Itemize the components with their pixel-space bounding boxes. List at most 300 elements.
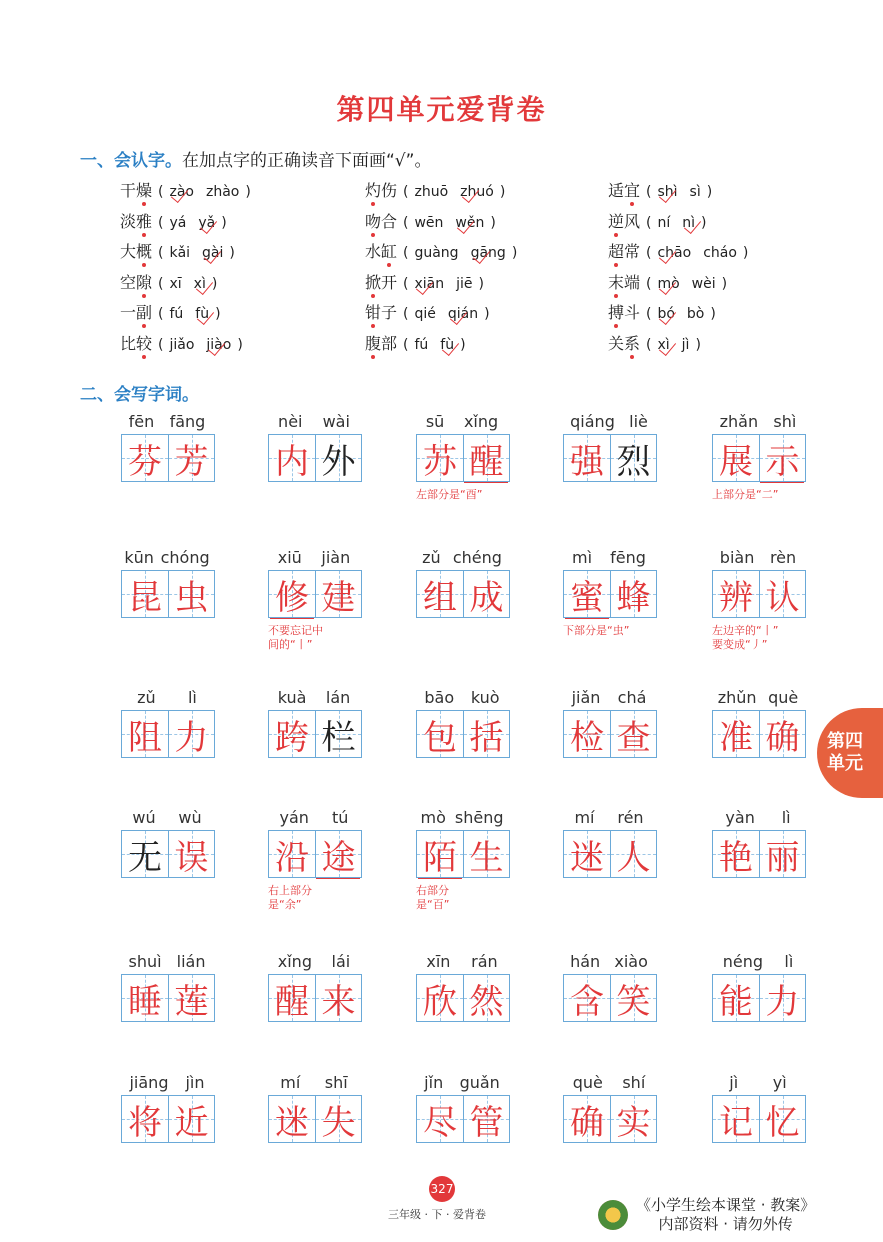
- hanzi: 实: [616, 1102, 651, 1143]
- writing-hint: 左部分是“酉”: [416, 488, 483, 501]
- grid-square: [122, 711, 168, 757]
- open-paren: (: [646, 306, 652, 322]
- section1-title: 一、会认字。: [80, 151, 182, 171]
- word-char: 常: [624, 242, 641, 261]
- pinyin-option-checked[interactable]: nì: [682, 214, 695, 231]
- grid-square: [269, 831, 315, 877]
- pinyin-option-checked[interactable]: fù: [195, 306, 210, 322]
- close-paren: ): [721, 275, 728, 292]
- pinyin-options: [403, 276, 484, 292]
- hanzi: 途: [321, 837, 356, 878]
- open-paren: (: [403, 336, 409, 353]
- grid-square: [463, 1096, 509, 1142]
- dotted-char: 掀: [365, 272, 382, 292]
- pinyin: hán: [570, 952, 601, 971]
- pronunciation-item: [120, 178, 251, 201]
- close-paren: ): [484, 306, 490, 322]
- grid-square: [168, 1096, 214, 1142]
- pinyin-option-checked[interactable]: xì: [193, 275, 206, 292]
- close-paren: ): [490, 214, 496, 231]
- pronunciation-item: [608, 270, 727, 293]
- hanzi: 强: [570, 441, 604, 482]
- pinyin-option-checked[interactable]: gāng: [470, 245, 506, 261]
- tian-zi-grid: [416, 710, 510, 758]
- hanzi: 来: [321, 981, 356, 1022]
- grid-square: [610, 1096, 656, 1142]
- pinyin-options: [158, 245, 235, 261]
- writing-hint: 左边辛的“丨” 要变成“丿”: [712, 624, 779, 651]
- tian-zi-grid: [121, 434, 215, 482]
- pinyin-option-checked[interactable]: xiān: [414, 275, 445, 292]
- hanzi: 迷: [275, 1102, 309, 1143]
- pinyin: liè: [629, 412, 648, 431]
- grid-square: [417, 571, 463, 617]
- tian-zi-grid: [416, 434, 510, 482]
- hanzi: 内: [275, 441, 309, 482]
- open-paren: (: [158, 275, 164, 292]
- tian-zi-grid: [268, 974, 362, 1022]
- pronunciation-item: [365, 270, 484, 293]
- dotted-char: 腹: [365, 333, 382, 353]
- hanzi: 认: [765, 577, 800, 618]
- page-title: 第四单元爱背卷: [336, 93, 547, 126]
- dotted-char: 隙: [136, 272, 153, 292]
- pinyin: jiàn: [321, 548, 351, 567]
- pinyin-row: [563, 412, 655, 431]
- pinyin: shī: [324, 1073, 348, 1092]
- hanzi: 成: [469, 577, 504, 618]
- hanzi: 误: [174, 837, 209, 878]
- close-paren: ): [706, 184, 713, 200]
- grid-square: [269, 435, 315, 481]
- hanzi: 准: [719, 717, 753, 758]
- dotted-char: 较: [136, 333, 153, 353]
- pinyin: kuò: [470, 688, 500, 707]
- open-paren: (: [158, 214, 164, 231]
- pinyin-option-checked[interactable]: zào: [169, 184, 194, 200]
- writing-hint: 右上部分 是“余”: [268, 884, 312, 911]
- close-paren: ): [460, 336, 466, 353]
- hanzi: 无: [128, 837, 162, 878]
- pinyin-option[interactable]: cháo: [703, 245, 737, 261]
- pinyin-options: [403, 306, 490, 322]
- grid-square: [417, 831, 463, 877]
- pinyin-option[interactable]: jì: [681, 336, 690, 353]
- pinyin: lì: [187, 688, 197, 707]
- hanzi: 虫: [174, 577, 209, 618]
- hanzi: 修: [275, 577, 309, 618]
- word: [608, 178, 646, 201]
- pinyin-option-checked[interactable]: wěn: [455, 214, 485, 231]
- tian-zi-grid: [121, 710, 215, 758]
- hanzi: 莲: [174, 981, 209, 1022]
- pronunciation-item: [365, 239, 517, 262]
- pronunciation-item: [365, 331, 466, 354]
- pronunciation-item: [120, 239, 235, 262]
- pinyin-option-checked[interactable]: fù: [440, 336, 455, 353]
- word: [120, 300, 158, 323]
- hanzi: 丽: [765, 837, 800, 878]
- word: [365, 178, 403, 201]
- close-paren: ): [237, 336, 243, 353]
- pinyin-row: [416, 548, 508, 567]
- pinyin: jì: [729, 1073, 739, 1092]
- pinyin: lán: [325, 688, 351, 707]
- tian-zi-grid: [563, 830, 657, 878]
- pinyin-row: [121, 412, 213, 431]
- pinyin-option-checked[interactable]: bó: [657, 306, 675, 322]
- hanzi: 欣: [423, 981, 457, 1022]
- section2-title: 二、会写字词。: [80, 385, 199, 405]
- grid-square: [417, 435, 463, 481]
- tian-zi-grid: [268, 434, 362, 482]
- pronunciation-item: [120, 209, 227, 232]
- pinyin-option[interactable]: fú: [169, 306, 184, 322]
- pinyin-option-checked[interactable]: qián: [447, 306, 479, 322]
- hanzi: 检: [570, 717, 604, 758]
- word-char: 关: [608, 333, 625, 353]
- tian-zi-grid: [416, 1095, 510, 1143]
- hanzi: 芬: [128, 441, 162, 482]
- pinyin: nèi: [278, 412, 303, 431]
- hanzi: 睡: [128, 981, 162, 1022]
- hanzi: 沿: [275, 837, 309, 878]
- dotted-char: 缸: [381, 242, 398, 261]
- pinyin: zhǔn: [717, 688, 757, 707]
- pinyin-option-checked[interactable]: xì: [657, 336, 670, 353]
- tian-zi-grid: [563, 974, 657, 1022]
- word: [120, 331, 158, 354]
- pinyin-options: [158, 337, 243, 353]
- pinyin-options: [646, 215, 706, 231]
- pinyin: chéng: [452, 548, 502, 567]
- grid-square: [463, 711, 509, 757]
- grid-square: [122, 571, 168, 617]
- grid-square: [759, 1096, 805, 1142]
- tian-zi-grid: [563, 570, 657, 618]
- tian-zi-grid: [563, 710, 657, 758]
- dotted-char: 超: [608, 242, 625, 261]
- pinyin: chá: [617, 688, 647, 707]
- word: [608, 270, 646, 293]
- pinyin-option[interactable]: jiǎo: [169, 336, 195, 353]
- pinyin-option[interactable]: qié: [414, 306, 436, 322]
- writing-hint: 不要忘记中 间的“丨”: [268, 624, 323, 651]
- hanzi: 查: [616, 717, 651, 758]
- grid-square: [122, 435, 168, 481]
- pinyin: néng: [722, 952, 763, 971]
- hanzi: 昆: [128, 577, 162, 618]
- pinyin-options: [158, 184, 251, 200]
- hanzi: 失: [321, 1102, 356, 1143]
- dotted-char: 末: [608, 272, 625, 292]
- word-char: 空: [120, 272, 137, 292]
- pinyin-row: [712, 1073, 804, 1092]
- tian-zi-grid: [416, 974, 510, 1022]
- open-paren: (: [158, 245, 164, 261]
- pinyin: qiáng: [570, 412, 615, 431]
- grid-square: [463, 571, 509, 617]
- grid-square: [759, 711, 805, 757]
- pronunciation-item: [365, 300, 490, 323]
- close-paren: ): [245, 184, 251, 200]
- pinyin: shí: [622, 1073, 646, 1092]
- tian-zi-grid: [121, 974, 215, 1022]
- dotted-char: 宜: [624, 181, 641, 200]
- pinyin: yán: [279, 808, 309, 827]
- pinyin-row: [268, 688, 360, 707]
- pinyin-option-checked[interactable]: chāo: [657, 245, 692, 261]
- pronunciation-item: [120, 270, 217, 293]
- pinyin-option[interactable]: yá: [169, 214, 187, 231]
- open-paren: (: [646, 214, 652, 231]
- pinyin-row: [712, 688, 804, 707]
- pinyin-row: [563, 548, 655, 567]
- writing-hint: 下部分是“虫”: [563, 624, 630, 637]
- pronunciation-item: [608, 331, 701, 354]
- grid-square: [610, 711, 656, 757]
- pinyin-row: [121, 1073, 213, 1092]
- pinyin-row: [268, 548, 360, 567]
- hanzi: 蜜: [570, 577, 604, 618]
- close-paren: ): [710, 306, 716, 322]
- pinyin-option[interactable]: wēn: [414, 214, 444, 231]
- pinyin-options: [646, 245, 748, 261]
- hanzi: 笑: [616, 981, 651, 1022]
- pinyin-option[interactable]: fú: [414, 336, 429, 353]
- pinyin: jǐn: [424, 1073, 444, 1092]
- pinyin: zǔ: [137, 688, 156, 707]
- hanzi: 栏: [321, 717, 356, 758]
- pinyin-row: [268, 412, 360, 431]
- grid-square: [315, 571, 361, 617]
- hanzi: 蜂: [616, 577, 651, 618]
- open-paren: (: [403, 275, 409, 292]
- hanzi: 力: [765, 981, 800, 1022]
- hanzi: 近: [174, 1102, 209, 1143]
- pinyin-option[interactable]: kǎi: [169, 245, 191, 261]
- word: [120, 270, 158, 293]
- pinyin: fēng: [610, 548, 646, 567]
- hanzi: 管: [469, 1102, 504, 1143]
- publisher-logo-icon: [598, 1200, 628, 1230]
- pinyin: què: [572, 1073, 603, 1092]
- word-char: 端: [624, 272, 641, 292]
- tian-zi-grid: [712, 434, 806, 482]
- pinyin: guǎn: [459, 1073, 500, 1092]
- pinyin-option[interactable]: jiē: [456, 275, 473, 292]
- pinyin: yàn: [725, 808, 755, 827]
- hanzi: 然: [469, 981, 504, 1022]
- close-paren: ): [215, 306, 221, 322]
- close-paren: ): [695, 336, 701, 353]
- pinyin-options: [403, 215, 496, 231]
- pinyin-option-checked[interactable]: gài: [202, 245, 224, 261]
- pinyin-option-checked[interactable]: jiào: [206, 336, 232, 353]
- grid-square: [122, 1096, 168, 1142]
- tian-zi-grid: [121, 570, 215, 618]
- pinyin: wù: [178, 808, 202, 827]
- hanzi: 外: [321, 441, 356, 482]
- pinyin-option[interactable]: wèi: [691, 275, 716, 292]
- pinyin-row: [416, 688, 508, 707]
- dotted-char: 燥: [136, 181, 153, 200]
- word-char: 适: [608, 181, 625, 200]
- pinyin-options: [646, 337, 701, 353]
- publisher-warning: 内部资料 · 请勿外传: [658, 1215, 793, 1233]
- pinyin-row: [712, 808, 804, 827]
- grid-square: [269, 1096, 315, 1142]
- grid-square: [564, 831, 610, 877]
- grid-square: [759, 831, 805, 877]
- pinyin-row: [563, 952, 655, 971]
- close-paren: ): [211, 275, 218, 292]
- pinyin: fēn: [128, 412, 155, 431]
- section1-instruction: 在加点字的正确读音下面画“√”。: [182, 151, 432, 171]
- pinyin-row: [416, 952, 508, 971]
- tian-zi-grid: [121, 1095, 215, 1143]
- dotted-char: 系: [624, 333, 641, 353]
- pinyin: lì: [784, 952, 794, 971]
- open-paren: (: [646, 184, 652, 200]
- hanzi: 芳: [174, 441, 209, 482]
- open-paren: (: [158, 336, 164, 353]
- word-char: 伤: [381, 181, 398, 200]
- pronunciation-item: [365, 178, 505, 201]
- pinyin: lì: [781, 808, 791, 827]
- hanzi: 迷: [570, 837, 604, 878]
- hanzi: 生: [469, 837, 504, 878]
- hanzi: 苏: [423, 441, 457, 482]
- pinyin-row: [416, 808, 508, 827]
- pinyin-row: [416, 1073, 508, 1092]
- pinyin-option-checked[interactable]: mò: [657, 275, 680, 292]
- dotted-char: 吻: [365, 211, 382, 231]
- grid-square: [713, 571, 759, 617]
- tian-zi-grid: [121, 830, 215, 878]
- hanzi: 醒: [469, 441, 504, 482]
- pinyin-option[interactable]: ní: [657, 214, 671, 231]
- hanzi: 确: [570, 1102, 604, 1143]
- pinyin-option[interactable]: bò: [686, 306, 705, 322]
- grid-square: [168, 571, 214, 617]
- pinyin-option[interactable]: guàng: [414, 245, 459, 261]
- pinyin-option-checked[interactable]: shì: [657, 184, 678, 200]
- tian-zi-grid: [712, 1095, 806, 1143]
- grid-square: [610, 831, 656, 877]
- word-char: 子: [381, 303, 398, 322]
- open-paren: (: [403, 184, 409, 200]
- grid-square: [713, 975, 759, 1021]
- word-char: 干: [120, 181, 137, 200]
- pronunciation-item: [608, 300, 716, 323]
- hanzi: 记: [719, 1102, 753, 1143]
- page-number: 327: [429, 1176, 455, 1202]
- word-char: 合: [381, 211, 398, 231]
- grid-square: [315, 975, 361, 1021]
- grid-square: [610, 571, 656, 617]
- word: [120, 239, 158, 262]
- tian-zi-grid: [712, 974, 806, 1022]
- pinyin-option-checked[interactable]: zhuó: [460, 184, 494, 200]
- pronunciation-item: [608, 239, 748, 262]
- close-paren: ): [229, 245, 235, 261]
- pinyin-row: [416, 412, 508, 431]
- pinyin: wú: [132, 808, 156, 827]
- pinyin-row: [712, 548, 804, 567]
- grid-square: [122, 975, 168, 1021]
- dotted-char: 灼: [365, 181, 382, 200]
- grid-square: [610, 435, 656, 481]
- pinyin: bāo: [424, 688, 455, 707]
- pinyin: mì: [572, 548, 593, 567]
- grade-label: 三年级 · 下 · 爱背卷: [388, 1208, 486, 1221]
- side-tab-line2: 单元: [827, 753, 863, 774]
- pinyin: xīn: [426, 952, 451, 971]
- grid-square: [168, 831, 214, 877]
- grid-square: [759, 571, 805, 617]
- pinyin-row: [268, 952, 360, 971]
- pinyin: mí: [574, 808, 595, 827]
- hanzi: 能: [719, 981, 753, 1022]
- hanzi: 括: [469, 717, 504, 758]
- pinyin-option[interactable]: zhuō: [414, 184, 449, 200]
- pinyin: xǐng: [277, 952, 312, 971]
- pinyin-options: [158, 215, 227, 231]
- word-char: 部: [381, 333, 398, 353]
- pinyin-option-checked[interactable]: yǎ: [198, 214, 216, 231]
- grid-square: [463, 831, 509, 877]
- open-paren: (: [403, 245, 409, 261]
- pinyin-row: [712, 952, 804, 971]
- grid-square: [315, 1096, 361, 1142]
- section1-heading: [80, 146, 431, 171]
- pinyin-options: [158, 306, 221, 322]
- pinyin-row: [121, 952, 213, 971]
- pinyin-option[interactable]: sì: [689, 184, 701, 200]
- pinyin-row: [563, 808, 655, 827]
- pinyin: jiǎn: [571, 688, 601, 707]
- pinyin: rèn: [769, 548, 797, 567]
- pinyin-row: [121, 688, 213, 707]
- pinyin: tú: [332, 808, 349, 827]
- pronunciation-item: [365, 209, 496, 232]
- grid-square: [759, 975, 805, 1021]
- tian-zi-grid: [268, 570, 362, 618]
- close-paren: ): [701, 214, 707, 231]
- grid-square: [168, 975, 214, 1021]
- hanzi: 烈: [616, 441, 651, 482]
- hanzi: 确: [765, 717, 800, 758]
- pinyin-options: [158, 276, 217, 292]
- hanzi: 包: [423, 717, 457, 758]
- pinyin: jìn: [185, 1073, 205, 1092]
- pinyin-options: [403, 245, 517, 261]
- grid-square: [122, 831, 168, 877]
- grid-square: [168, 435, 214, 481]
- tian-zi-grid: [563, 1095, 657, 1143]
- word: [120, 209, 158, 232]
- open-paren: (: [158, 306, 164, 322]
- grid-square: [610, 975, 656, 1021]
- word: [120, 178, 158, 201]
- grid-square: [564, 435, 610, 481]
- pinyin-option[interactable]: zhào: [205, 184, 240, 200]
- pinyin-options: [403, 337, 466, 353]
- dotted-char: 副: [136, 303, 153, 322]
- pinyin-option[interactable]: xī: [169, 275, 182, 292]
- dotted-char: 钳: [365, 303, 382, 322]
